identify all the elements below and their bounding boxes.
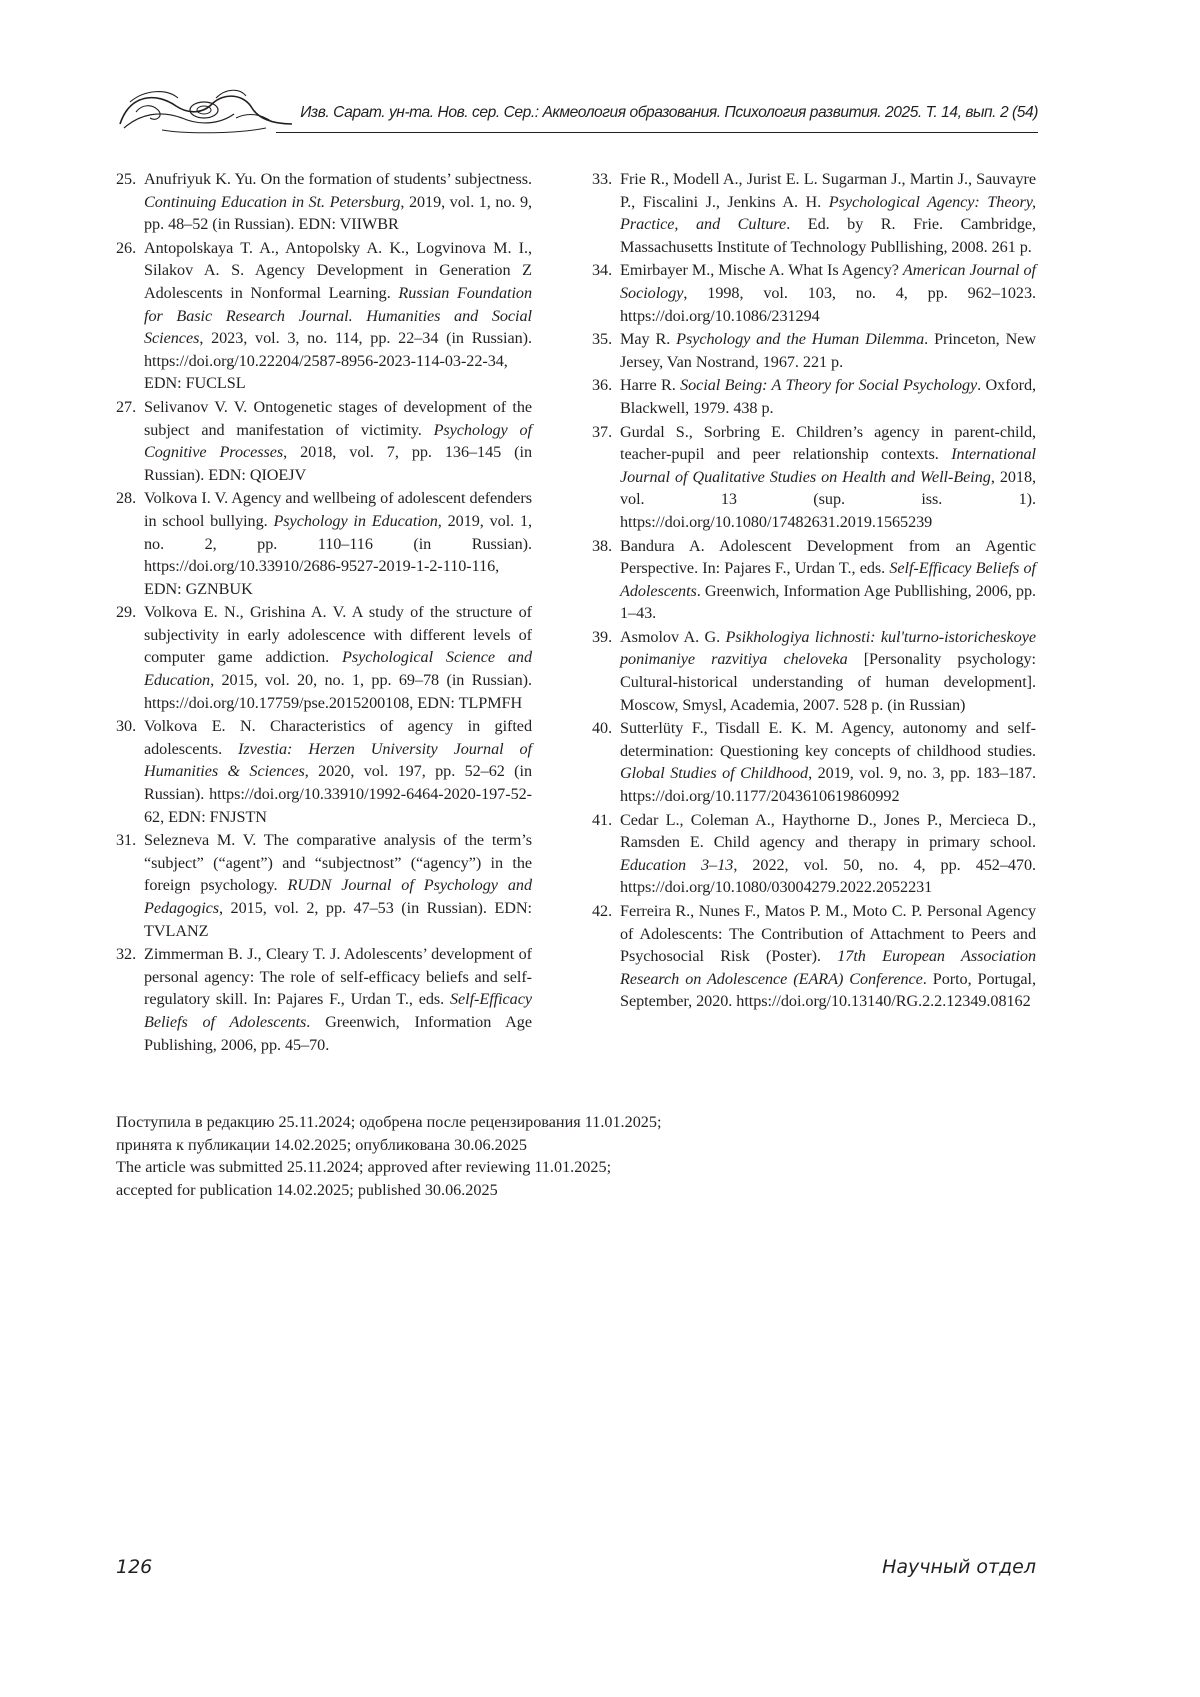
reference-text: Cedar L., Coleman A., Haythorne D., Jones P., Mercieca D., Ramsden E. Child agency and therapy in primary school. Education 3–13, 2022, vol. 50, no. 4, pp. 452–470. https://doi.org/10.1080/03004279.2022.2052231 xyxy=(620,809,1036,899)
reference-item xyxy=(592,900,1036,1013)
dates-en-line-2: accepted for publication 14.02.2025; published 30.06.2025 xyxy=(116,1179,1036,1202)
reference-item xyxy=(592,259,1036,327)
reference-item xyxy=(116,715,532,828)
reference-number: 29. xyxy=(116,601,136,624)
reference-item xyxy=(592,626,1036,716)
reference-item xyxy=(116,943,532,1056)
decorative-wave-ornament-icon xyxy=(116,84,296,136)
reference-number: 30. xyxy=(116,715,136,738)
reference-item xyxy=(116,237,532,395)
header-rule xyxy=(276,132,1038,133)
journal-citation: Изв. Сарат. ун-та. Нов. сер. Сер.: Акмеология образования. Психология развития. 2025. Т. 14, вып. 2 (54) xyxy=(300,104,1038,122)
reference-item xyxy=(592,809,1036,899)
reference-number: 32. xyxy=(116,943,136,966)
reference-number: 37. xyxy=(592,421,612,444)
reference-text: Frie R., Modell A., Jurist E. L. Sugarman J., Martin J., Sauvayre P., Fiscalini J., Jenkins A. H. Psychological Agency: Theory, Practice, and Culture. Ed. by R. Frie. Cambridge, Massachusetts Institute of Technology Publlishing, 2008. 261 p. xyxy=(620,168,1036,258)
reference-text: Anufriyuk K. Yu. On the formation of students’ subjectness. Continuing Education in St. Petersburg, 2019, vol. 1, no. 9, pp. 48–52 (in Russian). EDN: VIIWBR xyxy=(144,168,532,236)
reference-item xyxy=(116,601,532,714)
reference-text: Zimmerman B. J., Cleary T. J. Adolescents’ development of personal agency: The role of self-efficacy beliefs and self-regulatory skill. In: Pajares F., Urdan T., eds. Self-Efficacy Beliefs of Adolescents. Greenwich, Information Age Publishing, 2006, pp. 45–70. xyxy=(144,943,532,1056)
reference-number: 34. xyxy=(592,259,612,282)
references-left-column xyxy=(116,168,532,1057)
dates-ru-line-1: Поступила в редакцию 25.11.2024; одобрена после рецензирования 11.01.2025; xyxy=(116,1111,1036,1134)
reference-list-left xyxy=(116,168,532,1056)
reference-item xyxy=(116,168,532,236)
reference-number: 27. xyxy=(116,396,136,419)
reference-text: Harre R. Social Being: A Theory for Social Psychology. Oxford, Blackwell, 1979. 438 p. xyxy=(620,374,1036,419)
reference-item xyxy=(592,168,1036,258)
reference-item xyxy=(592,535,1036,625)
reference-number: 28. xyxy=(116,487,136,510)
reference-number: 41. xyxy=(592,809,612,832)
reference-text: Bandura A. Adolescent Development from an Agentic Perspective. In: Pajares F., Urdan T., eds. Self-Efficacy Beliefs of Adolescents. Greenwich, Information Age Publlishing, 2006, pp. 1–43. xyxy=(620,535,1036,625)
reference-text: Volkova I. V. Agency and wellbeing of adolescent defenders in school bullying. Psychology in Education, 2019, vol. 1, no. 2, pp. 110–116 (in Russian). https://doi.org/10.33910/2686-9527-2019-1-2-110-116, EDN: GZNBUK xyxy=(144,487,532,600)
dates-en-line-1: The article was submitted 25.11.2024; approved after reviewing 11.01.2025; xyxy=(116,1156,1036,1179)
references-right-column xyxy=(592,168,1036,1014)
reference-list-right xyxy=(592,168,1036,1013)
reference-item xyxy=(592,328,1036,373)
reference-number: 39. xyxy=(592,626,612,649)
reference-number: 42. xyxy=(592,900,612,923)
reference-number: 35. xyxy=(592,328,612,351)
reference-number: 33. xyxy=(592,168,612,191)
reference-text: Selezneva M. V. The comparative analysis of the term’s “subject” (“agent”) and “subjectnost” (“agency”) in the foreign psychology. RUDN Journal of Psychology and Pedagogics, 2015, vol. 2, pp. 47–53 (in Russian). EDN: TVLANZ xyxy=(144,829,532,942)
reference-text: Volkova E. N. Characteristics of agency in gifted adolescents. Izvestia: Herzen University Journal of Humanities & Sciences, 2020, vol. 197, pp. 52–62 (in Russian). https://doi.org/10.33910/1992-6464-2020-197-52-62, EDN: FNJSTN xyxy=(144,715,532,828)
reference-number: 36. xyxy=(592,374,612,397)
reference-text: Emirbayer M., Mische A. What Is Agency? American Journal of Sociology, 1998, vol. 103, no. 4, pp. 962–1023. https://doi.org/10.1086/231294 xyxy=(620,259,1036,327)
reference-text: Volkova E. N., Grishina A. V. A study of the structure of subjectivity in early adolescence with different levels of computer game addiction. Psychological Science and Education, 2015, vol. 20, no. 1, pp. 69–78 (in Russian). https://doi.org/10.17759/pse.2015200108, EDN: TLPMFH xyxy=(144,601,532,714)
dates-ru-line-2: принята к публикации 14.02.2025; опубликована 30.06.2025 xyxy=(116,1134,1036,1157)
reference-item xyxy=(592,421,1036,534)
reference-item xyxy=(116,487,532,600)
reference-item xyxy=(116,396,532,486)
reference-item xyxy=(116,829,532,942)
journal-page xyxy=(0,0,1200,1697)
reference-text: Asmolov A. G. Psikhologiya lichnosti: kul'turno-istoricheskoye ponimaniye razvitiya cheloveka [Personality psychology: Cultural-historical understanding of human development]. Moscow, Smysl, Academia, 2007. 528 p. (in Russian) xyxy=(620,626,1036,716)
reference-text: May R. Psychology and the Human Dilemma. Princeton, New Jersey, Van Nostrand, 1967. 221 p. xyxy=(620,328,1036,373)
reference-number: 26. xyxy=(116,237,136,260)
article-dates xyxy=(116,1111,1036,1201)
reference-number: 25. xyxy=(116,168,136,191)
running-header xyxy=(116,84,1038,136)
section-name: Научный отдел xyxy=(882,1556,1036,1578)
reference-item xyxy=(592,374,1036,419)
reference-text: Sutterlüty F., Tisdall E. K. M. Agency, autonomy and self-determination: Questioning key concepts of childhood studies. Global Studies of Childhood, 2019, vol. 9, no. 3, pp. 183–187. https://doi.org/10.1177/2043610619860992 xyxy=(620,717,1036,807)
reference-text: Gurdal S., Sorbring E. Children’s agency in parent-child, teacher-pupil and peer relationship contexts. International Journal of Qualitative Studies on Health and Well-Being, 2018, vol. 13 (sup. iss. 1). https://doi.org/10.1080/17482631.2019.1565239 xyxy=(620,421,1036,534)
reference-number: 38. xyxy=(592,535,612,558)
reference-item xyxy=(592,717,1036,807)
reference-text: Selivanov V. V. Ontogenetic stages of development of the subject and manifestation of victimity. Psychology of Cognitive Processes, 2018, vol. 7, pp. 136–145 (in Russian). EDN: QIOEJV xyxy=(144,396,532,486)
page-number: 126 xyxy=(116,1556,152,1578)
reference-number: 31. xyxy=(116,829,136,852)
reference-text: Ferreira R., Nunes F., Matos P. M., Moto C. P. Personal Agency of Adolescents: The Contribution of Attachment to Peers and Psychosocial Risk (Poster). 17th European Association Research on Adolescence (EARA) Conference. Porto, Portugal, September, 2020. https://doi.org/10.13140/RG.2.2.12349.08162 xyxy=(620,900,1036,1013)
reference-number: 40. xyxy=(592,717,612,740)
reference-text: Antopolskaya T. A., Antopolsky A. K., Logvinova M. I., Silakov A. S. Agency Development in Generation Z Adolescents in Nonformal Learning. Russian Foundation for Basic Research Journal. Humanities and Social Sciences, 2023, vol. 3, no. 114, pp. 22–34 (in Russian). https://doi.org/10.22204/2587-8956-2023-114-03-22-34, EDN: FUCLSL xyxy=(144,237,532,395)
